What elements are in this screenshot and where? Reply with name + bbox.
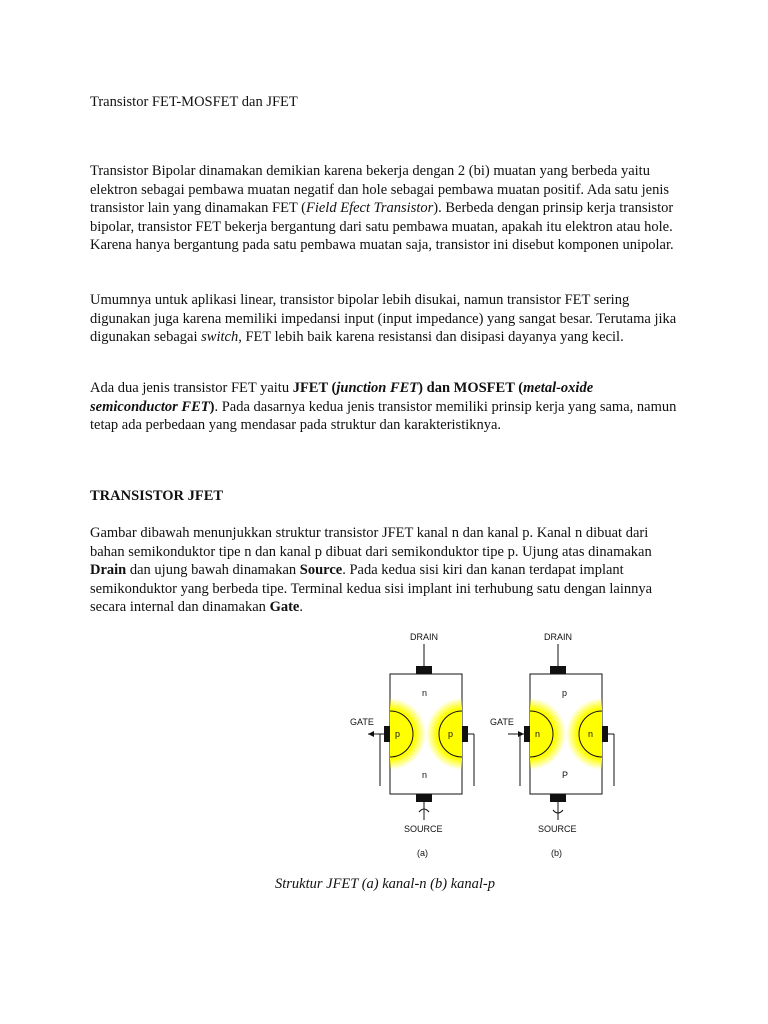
drain-label-a: DRAIN bbox=[410, 632, 439, 642]
paragraph-bipolar: Transistor Bipolar dinamakan demikian karena bekerja dengan 2 (bi) muatan yang berbeda yaitu elektron sebagai pembawa muatan negatif dan hole sebagai pembawa muatan positif. Ada satu jenis transistor lain yang dinamakan FET (Field Efect Transistor). Berbeda dengan prinsip kerja transistor bipolar, transistor FET bekerja bergantung dari satu pembawa muatan, apakah itu elektron atau hole. Karena hanya bergantung pada satu pembawa muatan saja, transistor ini disebut komponen unipolar. bbox=[90, 163, 674, 254]
channel-bottom-label-b: P bbox=[562, 770, 569, 780]
channel-top-label-a: n bbox=[422, 688, 428, 698]
drain-label-b: DRAIN bbox=[544, 632, 573, 642]
implant-left-label-a: p bbox=[395, 729, 401, 739]
gate-label-b: GATE bbox=[490, 717, 514, 727]
gate-label-a: GATE bbox=[350, 717, 374, 727]
source-label-a: SOURCE bbox=[404, 824, 443, 834]
implant-right-label-b: n bbox=[588, 729, 594, 739]
gate-terminal-left-b bbox=[524, 726, 530, 742]
gate-terminal-right-a bbox=[462, 726, 468, 742]
gate-terminal-right-b bbox=[602, 726, 608, 742]
jfet-structure-diagram bbox=[340, 626, 630, 866]
drain-terminal-b bbox=[550, 666, 566, 674]
figure-tag-b: (b) bbox=[551, 848, 562, 858]
paragraph-fet-types: Ada dua jenis transistor FET yaitu JFET (junction FET) dan MOSFET (metal-oxide semiconductor FET). Pada dasarnya kedua jenis transistor memiliki prinsip kerja yang sama, namun tetap ada perbedaan yang mendasar pada struktur dan karakteristiknya. bbox=[90, 380, 677, 434]
source-label-b: SOURCE bbox=[538, 824, 577, 834]
implant-left-label-b: n bbox=[535, 729, 541, 739]
jfet-p-channel bbox=[490, 632, 630, 858]
paragraph-jfet-structure: Gambar dibawah menunjukkan struktur transistor JFET kanal n dan kanal p. Kanal n dibuat dari bahan semikonduktor tipe n dan kanal p dibuat dari semikonduktor tipe p. Ujung atas dinamakan Drain dan ujung bawah dinamakan Source. Pada kedua sisi kiri dan kanan terdapat implant semikonduktor yang berbeda tipe. Terminal kedua sisi implant ini terhubung satu dengan lainnya secara internal dan dinamakan Gate. bbox=[90, 525, 653, 616]
drain-terminal-a bbox=[416, 666, 432, 674]
channel-top-label-b: p bbox=[562, 688, 568, 698]
paragraph-linear: Umumnya untuk aplikasi linear, transistor bipolar lebih disukai, namun transistor FET sering digunakan juga karena memiliki impedansi input (input impedance) yang sangat besar. Terutama jika digunakan sebagai switch, FET lebih baik karena resistansi dan disipasi dayanya yang kecil. bbox=[90, 292, 677, 346]
channel-bottom-label-a: n bbox=[422, 770, 428, 780]
figure-caption: Struktur JFET (a) kanal-n (b) kanal-p bbox=[274, 876, 495, 892]
jfet-n-channel bbox=[350, 632, 498, 858]
section-heading-jfet: TRANSISTOR JFET bbox=[90, 488, 224, 504]
source-terminal-a bbox=[416, 794, 432, 802]
source-terminal-b bbox=[550, 794, 566, 802]
gate-terminal-left-a bbox=[384, 726, 390, 742]
document-title: Transistor FET-MOSFET dan JFET bbox=[90, 94, 298, 110]
implant-right-label-a: p bbox=[448, 729, 454, 739]
figure-tag-a: (a) bbox=[417, 848, 428, 858]
